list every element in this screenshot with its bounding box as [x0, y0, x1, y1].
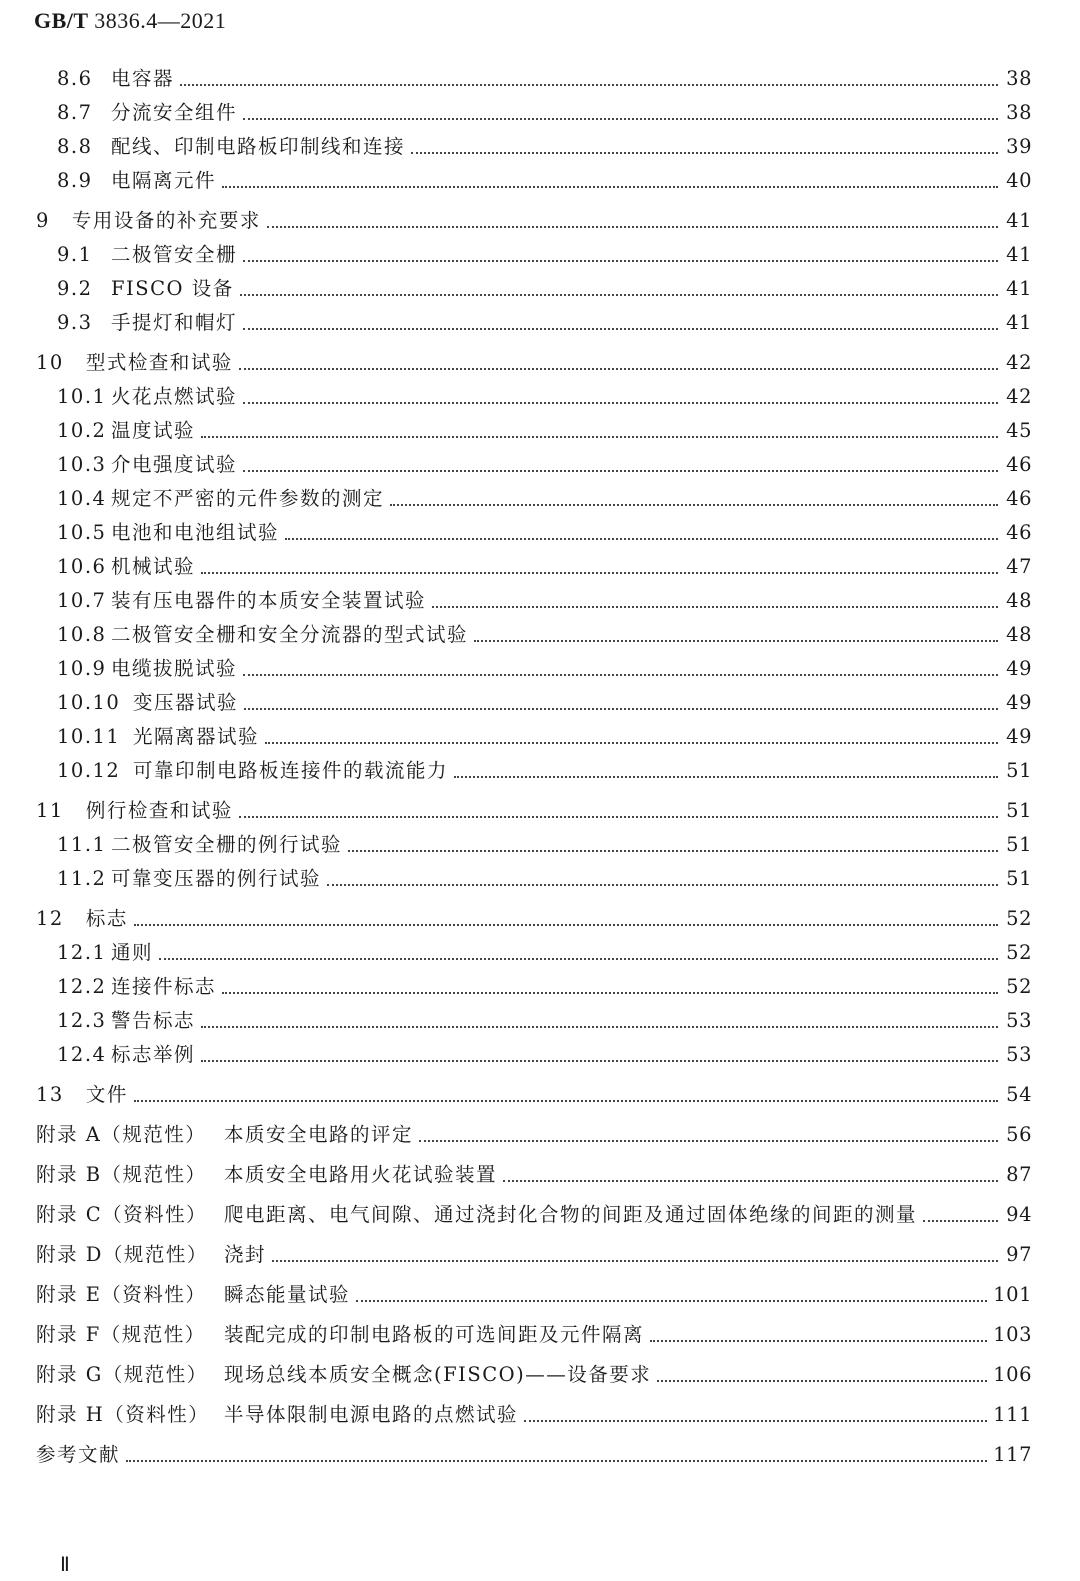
toc-entry-page: 41 — [1006, 311, 1032, 334]
toc-entry-title: 标志 — [85, 907, 128, 930]
toc-entry-number: 12 — [36, 907, 64, 930]
toc-entry[interactable] — [0, 346, 1080, 380]
toc-entry-number: 10 — [36, 351, 64, 374]
toc-entry-title: 本质安全电路的评定 — [224, 1123, 414, 1146]
toc-entry-page: 103 — [993, 1323, 1032, 1346]
toc-entry-number: 12.2 — [57, 975, 107, 998]
toc-leader-dots — [432, 606, 998, 608]
toc-entry-title: 温度试验 — [111, 419, 196, 442]
toc-entry-title: 半导体限制电源电路的点燃试验 — [224, 1403, 519, 1426]
toc-entry-page: 51 — [1006, 759, 1032, 782]
toc-entry[interactable] — [0, 414, 1080, 448]
toc-entry-number: 8.6 — [57, 67, 93, 90]
toc-entry-number: 10.11 — [57, 725, 121, 748]
toc-entry-number: 附录 E（资料性） — [36, 1283, 207, 1306]
toc-entry-page: 94 — [1006, 1203, 1032, 1226]
toc-entry[interactable] — [0, 828, 1080, 862]
toc-entry[interactable] — [0, 164, 1080, 198]
toc-entry-number: 附录 C（资料性） — [36, 1203, 208, 1226]
toc-entry-title: 可靠印制电路板连接件的载流能力 — [133, 759, 449, 782]
toc-entry[interactable] — [0, 482, 1080, 516]
toc-entry-page: 42 — [1006, 385, 1032, 408]
toc-leader-dots — [201, 1026, 998, 1028]
toc-entry-page: 87 — [1006, 1163, 1032, 1186]
toc-entry-page: 117 — [993, 1443, 1032, 1466]
toc-entry-page: 106 — [993, 1363, 1032, 1386]
toc-entry-number: 9.2 — [57, 277, 93, 300]
toc-entry-page: 51 — [1006, 867, 1032, 890]
toc-entry-page: 101 — [993, 1283, 1032, 1306]
toc-entry-page: 53 — [1006, 1043, 1032, 1066]
toc-entry-title: 电缆拔脱试验 — [111, 657, 238, 680]
toc-leader-dots — [240, 294, 998, 296]
toc-entry-title: 现场总线本质安全概念(FISCO)——设备要求 — [224, 1363, 652, 1386]
toc-entry-page: 48 — [1006, 623, 1032, 646]
toc-entry[interactable] — [0, 1398, 1080, 1432]
toc-entry-number: 12.1 — [57, 941, 107, 964]
toc-entry-page: 46 — [1006, 487, 1032, 510]
toc-entry-title: 浇封 — [224, 1243, 267, 1266]
toc-leader-dots — [134, 1100, 998, 1102]
toc-leader-dots — [180, 84, 998, 86]
toc-entry-title: 型式检查和试验 — [85, 351, 233, 374]
toc-entry-title: 瞬态能量试验 — [224, 1283, 351, 1306]
toc-entry[interactable] — [0, 1118, 1080, 1152]
toc-entry-page: 41 — [1006, 209, 1032, 232]
toc-entry-number: 9.1 — [57, 243, 93, 266]
document-header — [34, 8, 226, 34]
toc-leader-dots — [134, 924, 998, 926]
toc-entry[interactable] — [0, 652, 1080, 686]
toc-entry[interactable] — [0, 970, 1080, 1004]
toc-entry-number: 10.10 — [57, 691, 121, 714]
toc-entry-title: 电池和电池组试验 — [111, 521, 280, 544]
standard-code: GB/T — [34, 8, 89, 33]
toc-entry-number: 10.12 — [57, 759, 121, 782]
toc-entry-page: 49 — [1006, 725, 1032, 748]
toc-entry[interactable] — [0, 686, 1080, 720]
toc-entry-page: 48 — [1006, 589, 1032, 612]
toc-entry-page: 54 — [1006, 1083, 1032, 1106]
toc-entry[interactable] — [0, 584, 1080, 618]
toc-entry[interactable] — [0, 862, 1080, 896]
toc-entry-title: 标志举例 — [111, 1043, 196, 1066]
toc-entry-title: 分流安全组件 — [111, 101, 238, 124]
toc-entry[interactable] — [0, 754, 1080, 788]
toc-leader-dots — [243, 470, 998, 472]
toc-leader-dots — [243, 328, 998, 330]
toc-entry-page: 38 — [1006, 67, 1032, 90]
toc-leader-dots — [267, 226, 998, 228]
toc-entry-title: 爬电距离、电气间隙、通过浇封化合物的间距及通过固体绝缘的间距的测量 — [224, 1203, 918, 1226]
toc-leader-dots — [923, 1220, 998, 1222]
toc-entry[interactable] — [0, 204, 1080, 238]
toc-entry-number: 8.9 — [57, 169, 93, 192]
toc-entry-title: 可靠变压器的例行试验 — [111, 867, 322, 890]
toc-entry-page: 51 — [1006, 833, 1032, 856]
toc-leader-dots — [650, 1340, 987, 1342]
toc-entry-page: 97 — [1006, 1243, 1032, 1266]
toc-leader-dots — [657, 1380, 987, 1382]
toc-entry[interactable] — [0, 1158, 1080, 1192]
toc-entry-title: 专用设备的补充要求 — [71, 209, 261, 232]
toc-entry[interactable] — [0, 794, 1080, 828]
toc-entry-page: 39 — [1006, 135, 1032, 158]
toc-leader-dots — [356, 1300, 987, 1302]
toc-entry-title: FISCO 设备 — [111, 277, 234, 300]
toc-entry[interactable] — [0, 1278, 1080, 1312]
toc-entry-title: 手提灯和帽灯 — [111, 311, 238, 334]
toc-entry-number: 10.2 — [57, 419, 107, 442]
toc-entry-number: 10.3 — [57, 453, 107, 476]
toc-entry-title: 文件 — [85, 1083, 128, 1106]
toc-entry-page: 52 — [1006, 941, 1032, 964]
toc-entry-page: 46 — [1006, 453, 1032, 476]
toc-entry-number: 9 — [36, 209, 50, 232]
toc-entry-number: 附录 D（规范性） — [36, 1243, 208, 1266]
toc-entry-title: 配线、印制电路板印制线和连接 — [111, 135, 406, 158]
standard-number: 3836.4—2021 — [94, 8, 227, 33]
toc-leader-dots — [159, 958, 998, 960]
toc-entry[interactable] — [0, 306, 1080, 340]
toc-entry[interactable] — [0, 1004, 1080, 1038]
toc-entry-number: 9.3 — [57, 311, 93, 334]
toc-entry-number: 11.2 — [57, 867, 107, 890]
toc-entry[interactable] — [0, 238, 1080, 272]
toc-entry-title: 装配完成的印制电路板的可选间距及元件隔离 — [224, 1323, 645, 1346]
toc-leader-dots — [474, 640, 998, 642]
toc-entry-number: 8.8 — [57, 135, 93, 158]
toc-entry-page: 49 — [1006, 657, 1032, 680]
toc-leader-dots — [243, 260, 998, 262]
toc-entry-title: 电隔离元件 — [111, 169, 217, 192]
toc-entry-title: 火花点燃试验 — [111, 385, 238, 408]
toc-leader-dots — [243, 118, 998, 120]
toc-leader-dots — [272, 1260, 998, 1262]
toc-leader-dots — [239, 816, 998, 818]
table-of-contents — [0, 62, 1080, 1472]
toc-leader-dots — [243, 402, 998, 404]
toc-leader-dots — [285, 538, 998, 540]
toc-entry[interactable] — [0, 550, 1080, 584]
toc-entry-number: 8.7 — [57, 101, 93, 124]
toc-entry-number: 附录 F（规范性） — [36, 1323, 206, 1346]
toc-entry[interactable] — [0, 1358, 1080, 1392]
toc-entry[interactable] — [0, 1078, 1080, 1112]
toc-entry[interactable] — [0, 62, 1080, 96]
toc-entry-title: 二极管安全栅 — [111, 243, 238, 266]
toc-entry-number: 12.4 — [57, 1043, 107, 1066]
toc-entry-page: 51 — [1006, 799, 1032, 822]
toc-entry-number: 10.4 — [57, 487, 107, 510]
toc-entry-page: 41 — [1006, 277, 1032, 300]
toc-entry-page: 40 — [1006, 169, 1032, 192]
toc-entry-title: 光隔离器试验 — [133, 725, 260, 748]
toc-entry-number: 10.5 — [57, 521, 107, 544]
toc-entry-number: 10.8 — [57, 623, 107, 646]
toc-leader-dots — [348, 850, 998, 852]
toc-entry[interactable] — [0, 516, 1080, 550]
toc-leader-dots — [222, 186, 998, 188]
toc-entry[interactable] — [0, 1318, 1080, 1352]
toc-entry-title: 参考文献 — [36, 1443, 121, 1466]
toc-entry-number: 附录 G（规范性） — [36, 1363, 208, 1386]
toc-entry-number: 附录 H（资料性） — [36, 1403, 210, 1426]
toc-entry-number: 13 — [36, 1083, 64, 1106]
toc-entry-title: 二极管安全栅的例行试验 — [111, 833, 343, 856]
toc-entry[interactable] — [0, 1198, 1080, 1232]
toc-leader-dots — [201, 436, 998, 438]
toc-leader-dots — [243, 674, 998, 676]
toc-leader-dots — [126, 1460, 987, 1462]
toc-leader-dots — [411, 152, 998, 154]
toc-entry[interactable] — [0, 1238, 1080, 1272]
toc-leader-dots — [265, 742, 998, 744]
toc-entry-title: 警告标志 — [111, 1009, 196, 1032]
toc-leader-dots — [419, 1140, 998, 1142]
toc-entry-title: 规定不严密的元件参数的测定 — [111, 487, 385, 510]
page-number: Ⅱ — [60, 1554, 70, 1576]
toc-entry[interactable] — [0, 272, 1080, 306]
toc-entry-number: 12.3 — [57, 1009, 107, 1032]
toc-entry[interactable] — [0, 380, 1080, 414]
toc-entry[interactable] — [0, 902, 1080, 936]
toc-entry[interactable] — [0, 1038, 1080, 1072]
toc-entry-number: 10.1 — [57, 385, 107, 408]
toc-entry-title: 电容器 — [111, 67, 175, 90]
toc-entry-title: 本质安全电路用火花试验装置 — [224, 1163, 498, 1186]
toc-entry-page: 111 — [993, 1403, 1032, 1426]
toc-leader-dots — [390, 504, 998, 506]
toc-entry-title: 变压器试验 — [133, 691, 239, 714]
toc-entry-page: 42 — [1006, 351, 1032, 374]
toc-leader-dots — [454, 776, 998, 778]
toc-entry[interactable] — [0, 448, 1080, 482]
toc-entry-number: 10.6 — [57, 555, 107, 578]
toc-entry-title: 通则 — [111, 941, 154, 964]
toc-entry-page: 53 — [1006, 1009, 1032, 1032]
toc-entry[interactable] — [0, 618, 1080, 652]
toc-leader-dots — [222, 992, 998, 994]
toc-entry-number: 10.9 — [57, 657, 107, 680]
toc-entry-title: 二极管安全栅和安全分流器的型式试验 — [111, 623, 469, 646]
toc-entry-page: 41 — [1006, 243, 1032, 266]
toc-entry[interactable] — [0, 720, 1080, 754]
toc-entry-title: 机械试验 — [111, 555, 196, 578]
toc-leader-dots — [201, 1060, 998, 1062]
toc-entry-page: 45 — [1006, 419, 1032, 442]
toc-entry-number: 11.1 — [57, 833, 107, 856]
toc-leader-dots — [524, 1420, 987, 1422]
toc-entry-title: 装有压电器件的本质安全装置试验 — [111, 589, 427, 612]
toc-entry[interactable] — [0, 936, 1080, 970]
toc-entry-number: 附录 B（规范性） — [36, 1163, 207, 1186]
toc-entry[interactable] — [0, 130, 1080, 164]
toc-entry-number: 11 — [36, 799, 64, 822]
toc-entry-page: 56 — [1006, 1123, 1032, 1146]
toc-entry-title: 介电强度试验 — [111, 453, 238, 476]
toc-entry-number: 10.7 — [57, 589, 107, 612]
toc-leader-dots — [503, 1180, 998, 1182]
toc-entry-number: 附录 A（规范性） — [36, 1123, 207, 1146]
toc-entry-page: 38 — [1006, 101, 1032, 124]
toc-entry[interactable] — [0, 1438, 1080, 1472]
toc-entry[interactable] — [0, 96, 1080, 130]
toc-entry-page: 47 — [1006, 555, 1032, 578]
toc-leader-dots — [327, 884, 998, 886]
toc-entry-page: 52 — [1006, 975, 1032, 998]
toc-entry-page: 49 — [1006, 691, 1032, 714]
toc-entry-page: 52 — [1006, 907, 1032, 930]
toc-leader-dots — [201, 572, 998, 574]
toc-entry-title: 例行检查和试验 — [85, 799, 233, 822]
toc-leader-dots — [244, 708, 998, 710]
toc-entry-title: 连接件标志 — [111, 975, 217, 998]
toc-entry-page: 46 — [1006, 521, 1032, 544]
toc-leader-dots — [239, 368, 998, 370]
